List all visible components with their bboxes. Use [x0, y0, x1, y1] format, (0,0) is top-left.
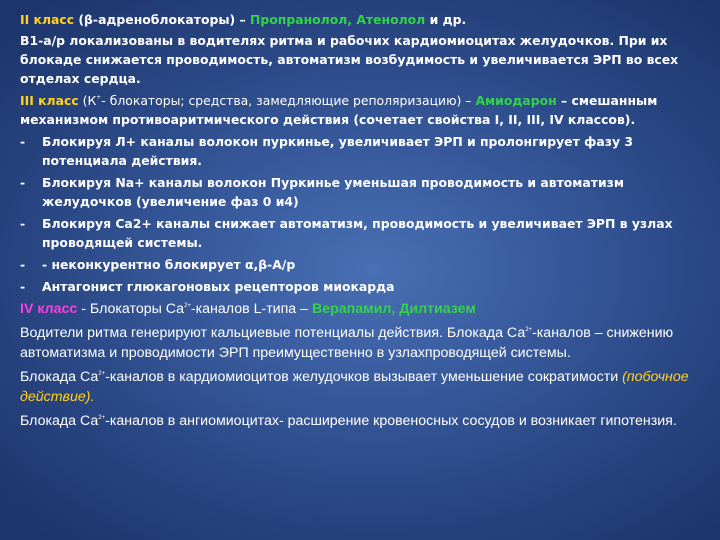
bullet-text: Антагонист глюкагоновых рецепторов миокарда	[42, 279, 395, 294]
slide-content	[20, 10, 706, 435]
bullet-marker: -	[20, 257, 26, 272]
para1-a: Водители ритма генерируют кальциевые потенциалы действия. Блокада Са	[20, 325, 526, 341]
bullet-text: - неконкурентно блокирует α,β-А/р	[42, 257, 296, 272]
class4-sup: 2+	[184, 303, 191, 309]
class2-line	[20, 10, 706, 29]
list-item	[20, 173, 706, 211]
class3-desc: - блокаторы; средства, замедляющие реполяризацию) –	[101, 93, 476, 108]
class3-k: (К	[78, 93, 97, 108]
class3-k-sup: +	[96, 94, 102, 101]
bullet-marker: -	[20, 279, 26, 294]
para3-b: -каналов в ангиомиоцитах- расширение кровеносных сосудов и возникает гипотензия.	[105, 413, 677, 429]
list-item	[20, 214, 706, 252]
para3-a: Блокада Са	[20, 413, 99, 429]
bullet-marker: -	[20, 175, 26, 190]
paragraph-ventricular	[20, 367, 706, 407]
para2-b: -каналов в кардиомиоцитов желудочков вызывает уменьшение сократимости	[105, 369, 623, 385]
list-item	[20, 255, 706, 274]
bullet-marker: -	[20, 134, 26, 149]
list-item	[20, 132, 706, 170]
class4-dash: - Блокаторы Са	[77, 301, 185, 317]
paragraph-vascular	[20, 411, 706, 431]
class3-drug: Амиодарон	[475, 93, 557, 108]
class2-description: В1-а/р локализованы в водителях ритма и рабочих кардиомиоцитах желудочков. При их блокаде снижается проводимость, автоматизм возбудимость и увеличивается ЭРП во всех отделах сердца.	[20, 33, 679, 86]
para1-b: -каналов – снижению автоматизма и проводимости ЭРП преимущественно в узлахпроводящей системы.	[20, 325, 674, 361]
class2-tail: и др.	[425, 12, 467, 27]
para1-sup: 2+	[525, 327, 533, 333]
bullet-text: Блокируя Na+ каналы волокон Пуркинье уменьшая проводимость и автоматизм желудочков (увеличение фаз 0 и4)	[42, 175, 624, 209]
class2-heading: II класс	[20, 12, 75, 27]
list-item	[20, 277, 706, 296]
bullet-marker: -	[20, 216, 26, 231]
bullet-text: Блокируя Са2+ каналы снижает автоматизм, проводимость и увеличивает ЭРП в узлах проводящей системы.	[42, 216, 673, 250]
para3-sup: 2+	[98, 415, 106, 421]
para2-sup: 2+	[98, 371, 106, 377]
class2-drugs: Пропранолол, Атенолол	[250, 12, 426, 27]
class3-line	[20, 91, 706, 129]
side-effect-note: (побочное действие).	[20, 369, 689, 405]
class4-line	[20, 299, 706, 319]
class4-drugs: Верапамил, Дилтиазем	[311, 301, 476, 317]
bullet-text: Блокируя Л+ каналы волокон пуркинье, увеличивает ЭРП и пролонгирует фазу 3 потенциала действия.	[42, 134, 633, 168]
class3-tail: – смешанным механизмом противоаритмического действия (сочетает свойства I, II, III, IV классов).	[20, 93, 658, 127]
para2-a: Блокада Са	[20, 369, 99, 385]
paragraph-pacemakers	[20, 323, 706, 363]
class3-heading: III класс	[20, 93, 79, 108]
class2-paren: (β-адреноблокаторы) –	[74, 12, 251, 27]
class4-heading: IV класс	[20, 301, 78, 317]
class4-mid: -каналов L-типа –	[190, 301, 312, 317]
